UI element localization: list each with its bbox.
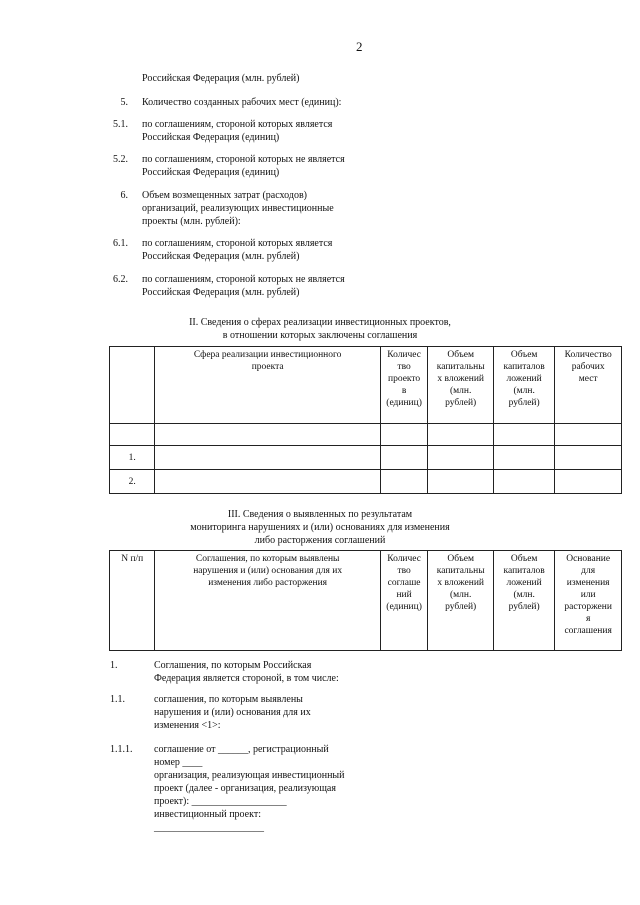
page-number: 2 bbox=[356, 39, 363, 54]
header-line: тво bbox=[397, 566, 411, 576]
header-line: Объем bbox=[510, 554, 538, 564]
spheres-table-header bbox=[110, 347, 622, 424]
header-capital-investments bbox=[428, 347, 494, 424]
item-number: 6. bbox=[120, 190, 128, 201]
entry-text-line: соглашение от ______, регистрационный bbox=[154, 744, 329, 755]
header-line: изменения либо расторжения bbox=[208, 578, 328, 588]
header-line: изменения bbox=[566, 578, 610, 588]
header-number bbox=[110, 551, 155, 651]
entry-text bbox=[154, 743, 384, 834]
item-text-line: организаций, реализующих инвестиционные bbox=[142, 203, 334, 214]
item-text bbox=[142, 118, 372, 144]
header-line: ний bbox=[396, 590, 412, 600]
header-sphere bbox=[155, 347, 380, 424]
item-text-line: Российская Федерация (млн. рублей) bbox=[142, 251, 300, 262]
item-text-line: Объем возмещенных затрат (расходов) bbox=[142, 190, 308, 201]
table-cell bbox=[555, 446, 622, 470]
item-text-line: Российская Федерация (млн. рублей) bbox=[142, 287, 300, 298]
header-line: (единиц) bbox=[386, 602, 422, 612]
item-text-line: по соглашениям, стороной которых является bbox=[142, 119, 333, 130]
section-3-title bbox=[0, 508, 640, 547]
row-number: 1. bbox=[110, 446, 155, 470]
item-text-line: по соглашениям, стороной которых не является bbox=[142, 274, 345, 285]
table-cell bbox=[428, 470, 494, 494]
table-cell bbox=[428, 446, 494, 470]
header-line: для bbox=[581, 566, 596, 576]
table-cell bbox=[493, 470, 554, 494]
header-line: расторжени bbox=[564, 602, 612, 612]
entry-text bbox=[154, 659, 384, 685]
header-line: капиталов bbox=[503, 362, 545, 372]
entry-number: 1. bbox=[110, 660, 118, 671]
item-text-line: проекты (млн. рублей): bbox=[142, 216, 241, 227]
header-line: N п/п bbox=[121, 554, 144, 564]
entry-text-line: проект (далее - организация, реализующая bbox=[154, 783, 336, 794]
table-cell bbox=[493, 424, 554, 446]
header-line: капиталов bbox=[503, 566, 545, 576]
item-text-line: по соглашениям, стороной которых является bbox=[142, 238, 333, 249]
entry-text-line: инвестиционный проект: bbox=[154, 809, 261, 820]
entry-number: 1.1. bbox=[110, 694, 125, 705]
header-line: рублей) bbox=[445, 398, 477, 408]
header-line: капитальны bbox=[436, 566, 485, 576]
entry-text-line: нарушения и (или) основания для их bbox=[154, 707, 311, 718]
header-line: или bbox=[580, 590, 596, 600]
row-number bbox=[110, 424, 155, 446]
item-number: 5. bbox=[120, 97, 128, 108]
header-line: Количес bbox=[387, 554, 421, 564]
header-line: х вложений bbox=[437, 578, 484, 588]
table-cell bbox=[428, 424, 494, 446]
item-text bbox=[142, 273, 372, 299]
section-title-line: мониторинга нарушениях и (или) основаниях для изменения bbox=[190, 522, 450, 533]
entry-text-line: ______________________ bbox=[154, 822, 264, 833]
continuation-line: Российская Федерация (млн. рублей) bbox=[142, 73, 300, 84]
header-line: Объем bbox=[447, 554, 474, 564]
header-grounds bbox=[555, 551, 622, 651]
header-line: рублей) bbox=[445, 602, 477, 612]
item-text-line: по соглашениям, стороной которых не является bbox=[142, 154, 345, 165]
header-line: соглаше bbox=[387, 578, 421, 588]
entry-text-line: Федерация является стороной, в том числе: bbox=[154, 673, 339, 684]
table-cell bbox=[155, 470, 380, 494]
violations-table-header bbox=[110, 551, 622, 651]
table-cell bbox=[555, 470, 622, 494]
section-title-line: либо расторжения соглашений bbox=[254, 535, 386, 546]
header-line: капитальны bbox=[436, 362, 485, 372]
row-number: 2. bbox=[110, 470, 155, 494]
table-cell bbox=[380, 446, 428, 470]
table-cell bbox=[155, 446, 380, 470]
item-number: 5.2. bbox=[113, 154, 128, 165]
item-text-line: Количество созданных рабочих мест (единиц): bbox=[142, 97, 342, 108]
header-line: (млн. bbox=[449, 386, 472, 396]
section-title-line: III. Сведения о выявленных по результатам bbox=[227, 509, 413, 520]
entry-number: 1.1.1. bbox=[110, 744, 133, 755]
header-line: в bbox=[401, 386, 407, 396]
header-line: Объем bbox=[447, 350, 474, 360]
header-line: соглашения bbox=[564, 626, 612, 636]
entry-text-line: организация, реализующая инвестиционный bbox=[154, 770, 345, 781]
section-title-line: в отношении которых заключены соглашения bbox=[222, 330, 418, 341]
header-line: Основание bbox=[566, 554, 611, 564]
header-line: нарушения и (или) основания для их bbox=[193, 566, 343, 576]
table-cell bbox=[380, 424, 428, 446]
item-text bbox=[142, 237, 372, 263]
item-number: 5.1. bbox=[113, 119, 128, 130]
entry-text-line: проект): ___________________ bbox=[154, 796, 287, 807]
header-line: Объем bbox=[510, 350, 538, 360]
table-cell bbox=[555, 424, 622, 446]
item-text-line: Российская Федерация (единиц) bbox=[142, 167, 280, 178]
header-rownum bbox=[110, 347, 155, 424]
header-capital-investments-2 bbox=[493, 551, 554, 651]
item-text-line: Российская Федерация (единиц) bbox=[142, 132, 280, 143]
header-line: (млн. bbox=[513, 386, 535, 396]
header-line: Сфера реализации инвестиционного bbox=[193, 350, 342, 360]
header-line: (млн. bbox=[513, 590, 535, 600]
item-number: 6.1. bbox=[113, 238, 128, 249]
header-capital-investments bbox=[428, 551, 494, 651]
header-line: я bbox=[585, 614, 591, 624]
header-line: проекто bbox=[388, 374, 421, 384]
item-text bbox=[142, 153, 372, 179]
spheres-table bbox=[109, 346, 622, 494]
header-jobs bbox=[555, 347, 622, 424]
spheres-table-row bbox=[110, 446, 622, 470]
header-line: (млн. bbox=[449, 590, 472, 600]
header-projects-count bbox=[380, 347, 428, 424]
item-text bbox=[142, 189, 372, 228]
header-line: х вложений bbox=[437, 374, 484, 384]
table-cell bbox=[493, 446, 554, 470]
spheres-table-row bbox=[110, 470, 622, 494]
spheres-table-row bbox=[110, 424, 622, 446]
header-agreements-count bbox=[380, 551, 428, 651]
header-line: Количес bbox=[387, 350, 421, 360]
header-line: Количество bbox=[564, 350, 612, 360]
header-line: тво bbox=[397, 362, 411, 372]
violations-table bbox=[109, 550, 622, 651]
item-text bbox=[142, 96, 372, 109]
header-line: ложений bbox=[506, 374, 542, 384]
header-capital-investments-2 bbox=[493, 347, 554, 424]
entry-text-line: изменения <1>: bbox=[154, 720, 221, 731]
header-line: ложений bbox=[506, 578, 542, 588]
item-number: 6.2. bbox=[113, 274, 128, 285]
entry-text-line: Соглашения, по которым Российская bbox=[154, 660, 312, 671]
entry-text-line: номер ____ bbox=[154, 757, 203, 768]
table-cell bbox=[155, 424, 380, 446]
entry-text bbox=[154, 693, 384, 732]
table-cell bbox=[380, 470, 428, 494]
header-line: рублей) bbox=[508, 398, 540, 408]
header-line: (единиц) bbox=[386, 398, 422, 408]
header-line: рублей) bbox=[508, 602, 540, 612]
section-title-line: II. Сведения о сферах реализации инвестиционных проектов, bbox=[189, 317, 451, 328]
entry-text-line: соглашения, по которым выявлены bbox=[154, 694, 303, 705]
header-line: проекта bbox=[251, 362, 284, 372]
header-line: мест bbox=[578, 374, 598, 384]
header-line: Соглашения, по которым выявлены bbox=[195, 554, 340, 564]
section-2-title bbox=[0, 316, 640, 342]
header-agreements bbox=[155, 551, 380, 651]
header-line: рабочих bbox=[571, 362, 605, 372]
